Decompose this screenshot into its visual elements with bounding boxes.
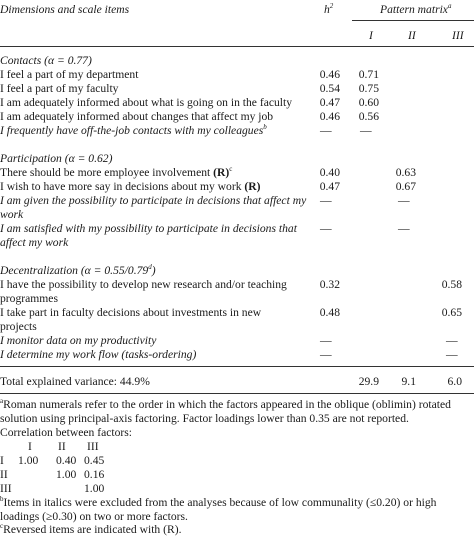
corr-cell: 0.40	[56, 454, 77, 467]
section-heading-contacts: Contacts (α = 0.77)	[0, 54, 92, 67]
item-text	[0, 167, 232, 179]
communality-value: 0.48	[319, 306, 340, 319]
column-header-pattern-matrix	[380, 4, 451, 16]
item-text: I have the possibility to develop new research and/or teaching	[0, 278, 287, 291]
footnote-marker: b	[0, 495, 4, 503]
loading-factor-1: 0.71	[358, 68, 379, 81]
dash-placeholder: —	[320, 334, 332, 347]
corr-cell: 1.00	[84, 482, 105, 495]
dash-placeholder: —	[320, 194, 332, 207]
dash-placeholder: —	[320, 348, 332, 361]
corr-row-label: II	[0, 468, 8, 481]
dash-placeholder: —	[446, 348, 458, 361]
communality-value: 0.47	[319, 96, 340, 109]
footnote-marker: b	[263, 123, 267, 131]
item-label: There should be more employee involvement	[0, 166, 211, 179]
section-heading-participation: Participation (α = 0.62)	[0, 152, 113, 165]
pattern-superscript: a	[447, 2, 452, 10]
total-factor-2: 9.1	[401, 375, 416, 388]
column-header-dimensions: Dimensions and scale items	[0, 3, 130, 16]
total-top-rule	[0, 366, 474, 367]
communality-value: 0.46	[319, 68, 340, 81]
item-text: I am adequately informed about changes that affect my job	[0, 110, 274, 123]
communality-value: 0.46	[319, 110, 340, 123]
item-text: I feel a part of my faculty	[0, 82, 119, 95]
heading-end: )	[151, 264, 156, 277]
footnote-marker: d	[148, 263, 152, 271]
item-text	[0, 181, 261, 193]
loading-factor-2: 0.63	[395, 166, 416, 179]
item-text: I take part in faculty decisions about investments in new	[0, 306, 262, 319]
excluded-item-text: affect my work	[0, 236, 69, 249]
dash-placeholder: —	[398, 194, 410, 207]
reversed-marker: (R)	[213, 166, 230, 179]
total-factor-3: 6.0	[447, 375, 462, 388]
footnote-text: Roman numerals refer to the order in which the factors appeared in the oblique (oblimin) rotated	[3, 398, 451, 411]
corr-row-label: III	[0, 482, 12, 495]
factor-header-3: III	[452, 29, 464, 42]
excluded-item-text	[0, 125, 267, 137]
reversed-marker: (R)	[244, 180, 261, 193]
footnote-b-continued: loadings (≥0.30) on two or more factors.	[0, 510, 188, 523]
pattern-label: Pattern matrix	[380, 3, 448, 16]
section-heading-label: Decentralization (α = 0.55/0.79	[0, 264, 149, 277]
loading-factor-1: 0.60	[358, 96, 379, 109]
communality-value: 0.32	[319, 278, 340, 291]
footnote-text: Reversed items are indicated with (R).	[3, 523, 182, 536]
footnote-text: Items in italics were excluded from the analyses because of low communality (≤0.20) or high	[3, 496, 437, 509]
footnote-a	[0, 399, 451, 411]
corr-row-label: I	[0, 454, 4, 467]
excluded-item-text: I monitor data on my productivity	[0, 334, 157, 347]
item-text: programmes	[0, 292, 58, 305]
corr-header-3: III	[87, 440, 99, 453]
item-text: I feel a part of my department	[0, 68, 139, 81]
excluded-item-label: I frequently have off-the-job contacts with my colleagues	[0, 124, 264, 137]
dash-placeholder: —	[446, 334, 458, 347]
corr-header-1: I	[28, 440, 32, 453]
table-bottom-rule	[0, 393, 474, 394]
factor-header-1: I	[369, 29, 373, 42]
corr-cell: 1.00	[18, 454, 39, 467]
loading-factor-1: 0.56	[358, 110, 379, 123]
section-heading-decentralization	[0, 265, 156, 277]
footnote-marker: c	[229, 165, 233, 173]
footnote-b	[0, 497, 436, 509]
h2-superscript: 2	[329, 2, 334, 10]
footnote-marker: a	[0, 397, 4, 405]
factor-header-2: II	[408, 29, 416, 42]
loading-factor-1: 0.75	[358, 82, 379, 95]
item-text: projects	[0, 320, 37, 333]
correlation-title: Correlation between factors:	[0, 426, 132, 439]
corr-cell: 0.45	[84, 454, 105, 467]
item-label: I wish to have more say in decisions about my work	[0, 180, 242, 193]
dash-placeholder: —	[320, 124, 332, 137]
pattern-matrix-underline	[352, 20, 474, 21]
loading-factor-2: 0.67	[395, 180, 416, 193]
excluded-item-text: I determine my work flow (tasks-ordering)	[0, 348, 197, 361]
corr-header-2: II	[58, 440, 66, 453]
excluded-item-text: I am satisfied with my possibility to participate in decisions that	[0, 222, 297, 235]
corr-cell: 0.16	[84, 468, 105, 481]
total-variance-label: Total explained variance: 44.9%	[0, 375, 150, 388]
footnote-c	[0, 524, 181, 536]
excluded-item-text: work	[0, 208, 24, 221]
excluded-item-text: I am given the possibility to participate in decisions that affect my	[0, 194, 307, 207]
corr-cell: 1.00	[56, 468, 77, 481]
communality-value: 0.40	[319, 166, 340, 179]
header-bottom-rule	[0, 46, 474, 47]
column-header-communality	[324, 4, 333, 16]
communality-value: 0.47	[319, 180, 340, 193]
footnote-marker: c	[0, 522, 4, 530]
loading-factor-3: 0.58	[441, 278, 462, 291]
item-text: I am adequately informed about what is going on in the faculty	[0, 96, 293, 109]
footnote-a-continued: solution using principal-axis factoring. Factor loadings lower than 0.35 are not reported.	[0, 412, 409, 425]
loading-factor-3: 0.65	[441, 306, 462, 319]
h2-label: h	[324, 3, 330, 16]
communality-value: 0.54	[319, 82, 340, 95]
dash-placeholder: —	[360, 124, 372, 137]
dash-placeholder: —	[398, 222, 410, 235]
total-factor-1: 29.9	[358, 375, 379, 388]
dash-placeholder: —	[320, 222, 332, 235]
